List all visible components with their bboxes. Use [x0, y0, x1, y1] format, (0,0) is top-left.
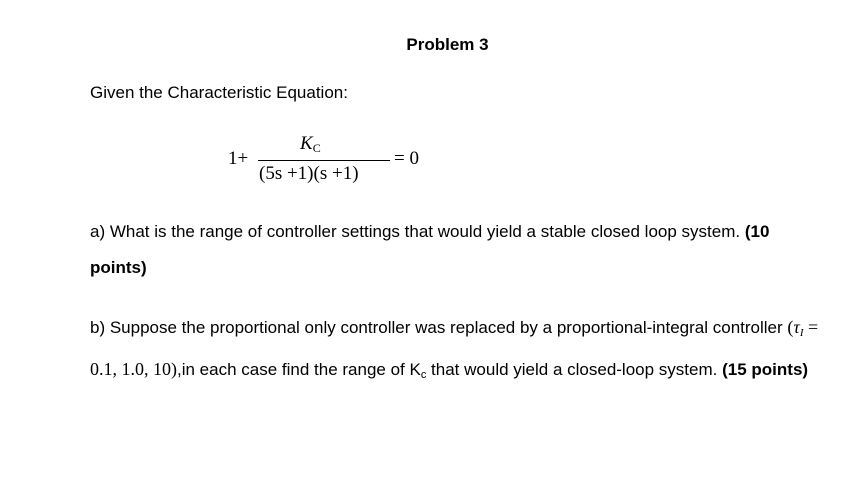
part-b-text-2: ,in each case find the range of K — [177, 360, 421, 379]
math-open-paren: ( — [787, 317, 794, 337]
equation-numerator — [300, 133, 321, 156]
part-a-text: a) What is the range of controller settings that would yield a stable closed loop system. — [90, 222, 741, 241]
tau-symbol: τ — [793, 317, 800, 337]
part-a-points: (10 points) — [90, 222, 770, 277]
fraction-bar — [258, 160, 390, 161]
intro-text: Given the Characteristic Equation: — [90, 83, 348, 102]
equation-rhs: = 0 — [394, 148, 419, 169]
problem-title: Problem 3 — [406, 35, 489, 54]
numerator-main: K — [300, 133, 313, 154]
part-b-question — [90, 309, 830, 393]
equation-lhs: 1+ — [228, 148, 249, 169]
kc-subscript: c — [420, 369, 427, 381]
tau-values: = 0.1, 1.0, 10) — [90, 317, 819, 379]
part-b-text-3: that would yield a closed-loop system. — [426, 360, 718, 379]
part-b-points: (15 points) — [722, 360, 809, 379]
tau-subscript: I — [799, 327, 804, 339]
part-a-question — [90, 214, 830, 286]
equation-denominator: (5s +1)(s +1) — [259, 163, 359, 184]
part-b-text-1: b) Suppose the proportional only controller was replaced by a proportional-integral controller — [90, 318, 783, 337]
numerator-subscript: C — [312, 141, 321, 155]
